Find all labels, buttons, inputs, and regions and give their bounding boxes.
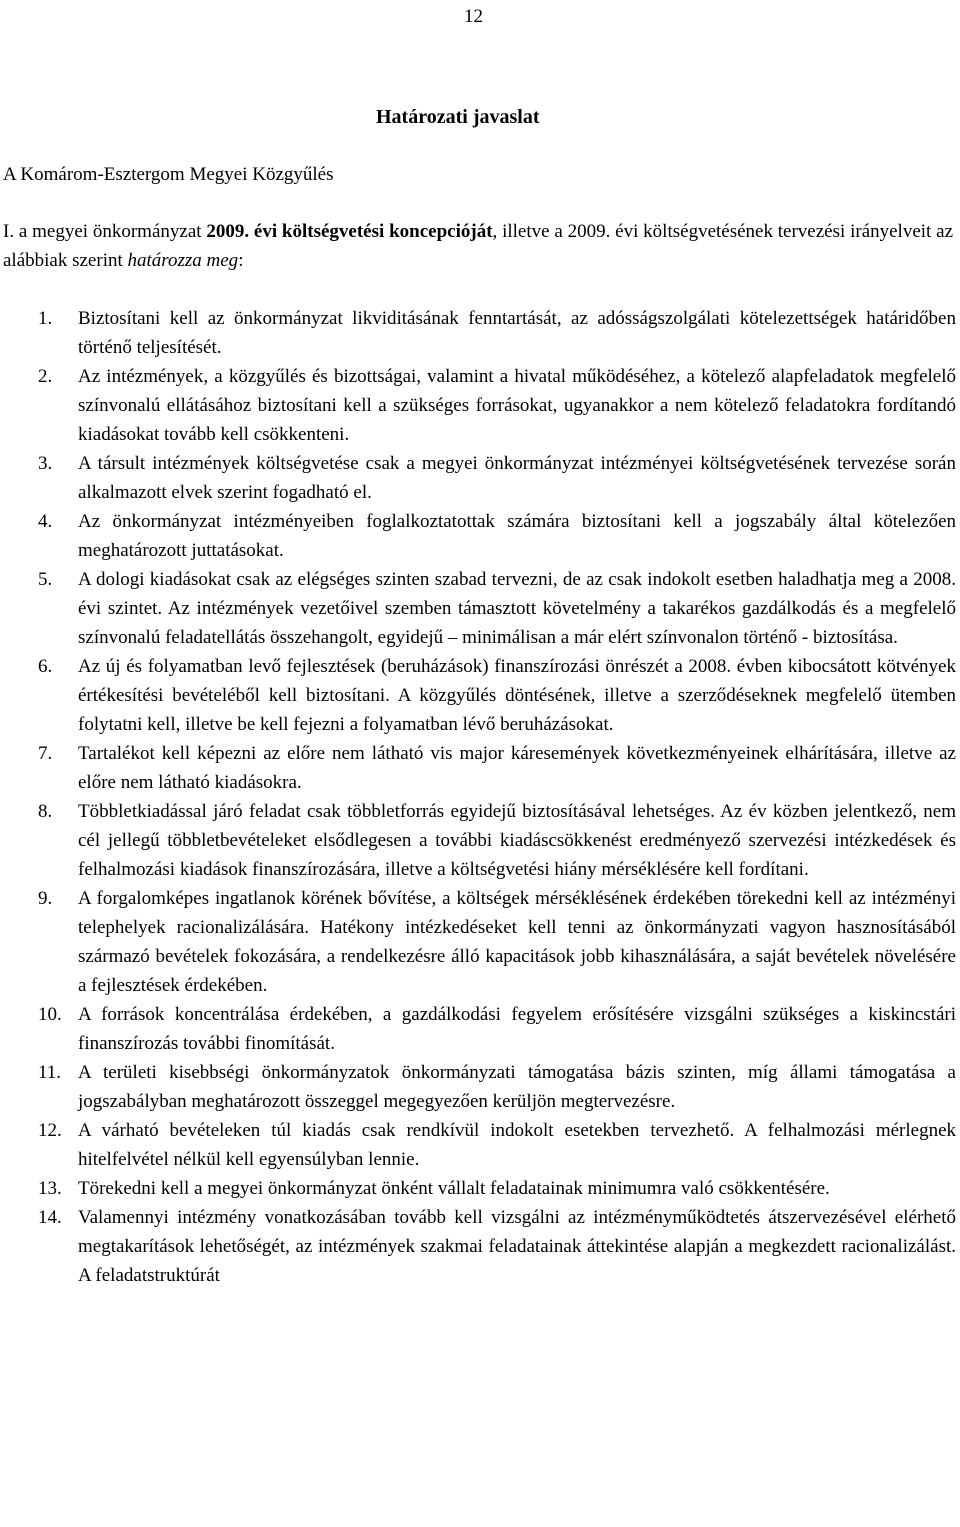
item-text: Valamennyi intézmény vonatkozásában tovább kell vizsgálni az intézményműködtetés átszervezésével elérhető megtakarítások lehetőségét, az intézmények szakmai feladatainak áttekintése alapján a megkezdett racionalizálást. A feladatstruktúrát xyxy=(78,1207,956,1286)
list-item xyxy=(38,565,956,652)
list-item xyxy=(38,449,956,507)
item-text: Többletkiadással járó feladat csak többletforrás egyidejű biztosításával lehetséges. Az év közben jelentkező, nem cél jellegű többletbevételeket elsődlegesen a további kiadáscsökkenést eredményező szervezési intézkedések és felhalmozási kiadások finanszírozására, illetve a költségvetési hiány mérséklésére kell fordítani. xyxy=(78,801,956,880)
item-number: 13. xyxy=(38,1178,62,1199)
decision-verb: határozza meg xyxy=(127,250,239,271)
item-number: 6. xyxy=(38,656,53,677)
item-text: Az intézmények, a közgyűlés és bizottságai, valamint a hivatal működéséhez, a kötelező alapfeladatok megfelelő színvonalú ellátásához biztosítani kell a szükséges forrásokat, ugyanakkor a nem kötelező feladatokra fordítandó kiadásokat tovább kell csökkenteni. xyxy=(78,366,956,445)
item-text: Biztosítani kell az önkormányzat likviditásának fenntartását, az adósságszolgálati kötelezettségek határidőben történő teljesítését. xyxy=(78,308,956,358)
item-text: A források koncentrálása érdekében, a gazdálkodási fegyelem erősítésére vizsgálni szükséges a kiskincstári finanszírozás további finomítását. xyxy=(78,1004,956,1054)
list-item xyxy=(38,1174,956,1203)
list-item xyxy=(38,1000,956,1058)
list-item xyxy=(38,507,956,565)
decision-subject: 2009. évi költségvetési koncepcióját xyxy=(206,221,493,242)
item-number: 10. xyxy=(38,1004,62,1025)
item-number: 9. xyxy=(38,888,53,909)
list-item xyxy=(38,1058,956,1116)
decision-middle: , illetve a 2009. évi költségvetésének tervezési irányelveit az alábbiak szerint xyxy=(3,221,954,271)
item-number: 11. xyxy=(38,1062,62,1083)
list-item xyxy=(38,1203,956,1290)
item-number: 2. xyxy=(38,366,53,387)
document-title: Határozati javaslat xyxy=(376,106,540,128)
list-item xyxy=(38,797,956,884)
item-text: Törekedni kell a megyei önkormányzat önként vállalt feladatainak minimumra való csökkentésére. xyxy=(78,1178,830,1199)
item-number: 3. xyxy=(38,453,53,474)
item-text: Az önkormányzat intézményeiben foglalkoztatottak számára biztosítani kell a jogszabály által kötelezően meghatározott juttatásokat. xyxy=(78,511,956,561)
item-text: Az új és folyamatban levő fejlesztések (beruházások) finanszírozási önrészét a 2008. évben kibocsátott kötvények értékesítési bevételéből kell biztosítani. A közgyűlés döntésének, illetve a szerződéseknek megfelelő ütemben folytatni kell, illetve be kell fejezni a folyamatban lévő beruházásokat. xyxy=(78,656,956,735)
item-number: 14. xyxy=(38,1207,62,1228)
decision-suffix: : xyxy=(238,250,244,271)
item-number: 1. xyxy=(38,308,53,329)
list-item xyxy=(38,304,956,362)
item-text: A területi kisebbségi önkormányzatok önkormányzati támogatása bázis szinten, míg állami támogatása a jogszabályban meghatározott összeggel megegyezően kerüljön megtervezésre. xyxy=(78,1062,956,1112)
directive-list xyxy=(38,304,956,1290)
item-number: 12. xyxy=(38,1120,62,1141)
item-text: A dologi kiadásokat csak az elégséges szinten szabad tervezni, de az csak indokolt esetben haladhatja meg a 2008. évi szintet. Az intézmények vezetőivel szemben támasztott követelmény a takarékos gazdálkodás és a megfelelő színvonalú feladatellátás összehangolt, egyidejű – minimálisan a már elért színvonalon történő - biztosítása. xyxy=(78,569,956,648)
item-text: A társult intézmények költségvetése csak a megyei önkormányzat intézményei költségvetésének tervezése során alkalmazott elvek szerint fogadható el. xyxy=(78,453,956,503)
list-item xyxy=(38,739,956,797)
issuing-body: A Komárom-Esztergom Megyei Közgyűlés xyxy=(3,164,334,185)
decision-prefix: I. a megyei önkormányzat xyxy=(3,221,207,242)
list-item xyxy=(38,652,956,739)
list-item xyxy=(38,362,956,449)
item-number: 7. xyxy=(38,743,53,764)
page-number: 12 xyxy=(464,6,483,27)
item-number: 8. xyxy=(38,801,53,822)
item-text: A forgalomképes ingatlanok körének bővítése, a költségek mérséklésének érdekében törekedni kell az intézményi telephelyek racionalizálására. Hatékony intézkedéseket kell tenni az önkormányzati vagyon hasznosításából származó bevételek fokozására, a rendelkezésre álló kapacitások jobb kihasználására, a saját bevételek növelésére a fejlesztések érdekében. xyxy=(78,888,956,996)
item-number: 4. xyxy=(38,511,53,532)
list-item xyxy=(38,1116,956,1174)
item-text: A várható bevételeken túl kiadás csak rendkívül indokolt esetekben tervezhető. A felhalmozási mérlegnek hitelfelvétel nélkül kell egyensúlyban lennie. xyxy=(78,1120,956,1170)
item-number: 5. xyxy=(38,569,53,590)
decision-paragraph xyxy=(3,217,953,275)
item-text: Tartalékot kell képezni az előre nem látható vis major káresemények következményeinek elhárítására, illetve az előre nem látható kiadásokra. xyxy=(78,743,956,793)
list-item xyxy=(38,884,956,1000)
